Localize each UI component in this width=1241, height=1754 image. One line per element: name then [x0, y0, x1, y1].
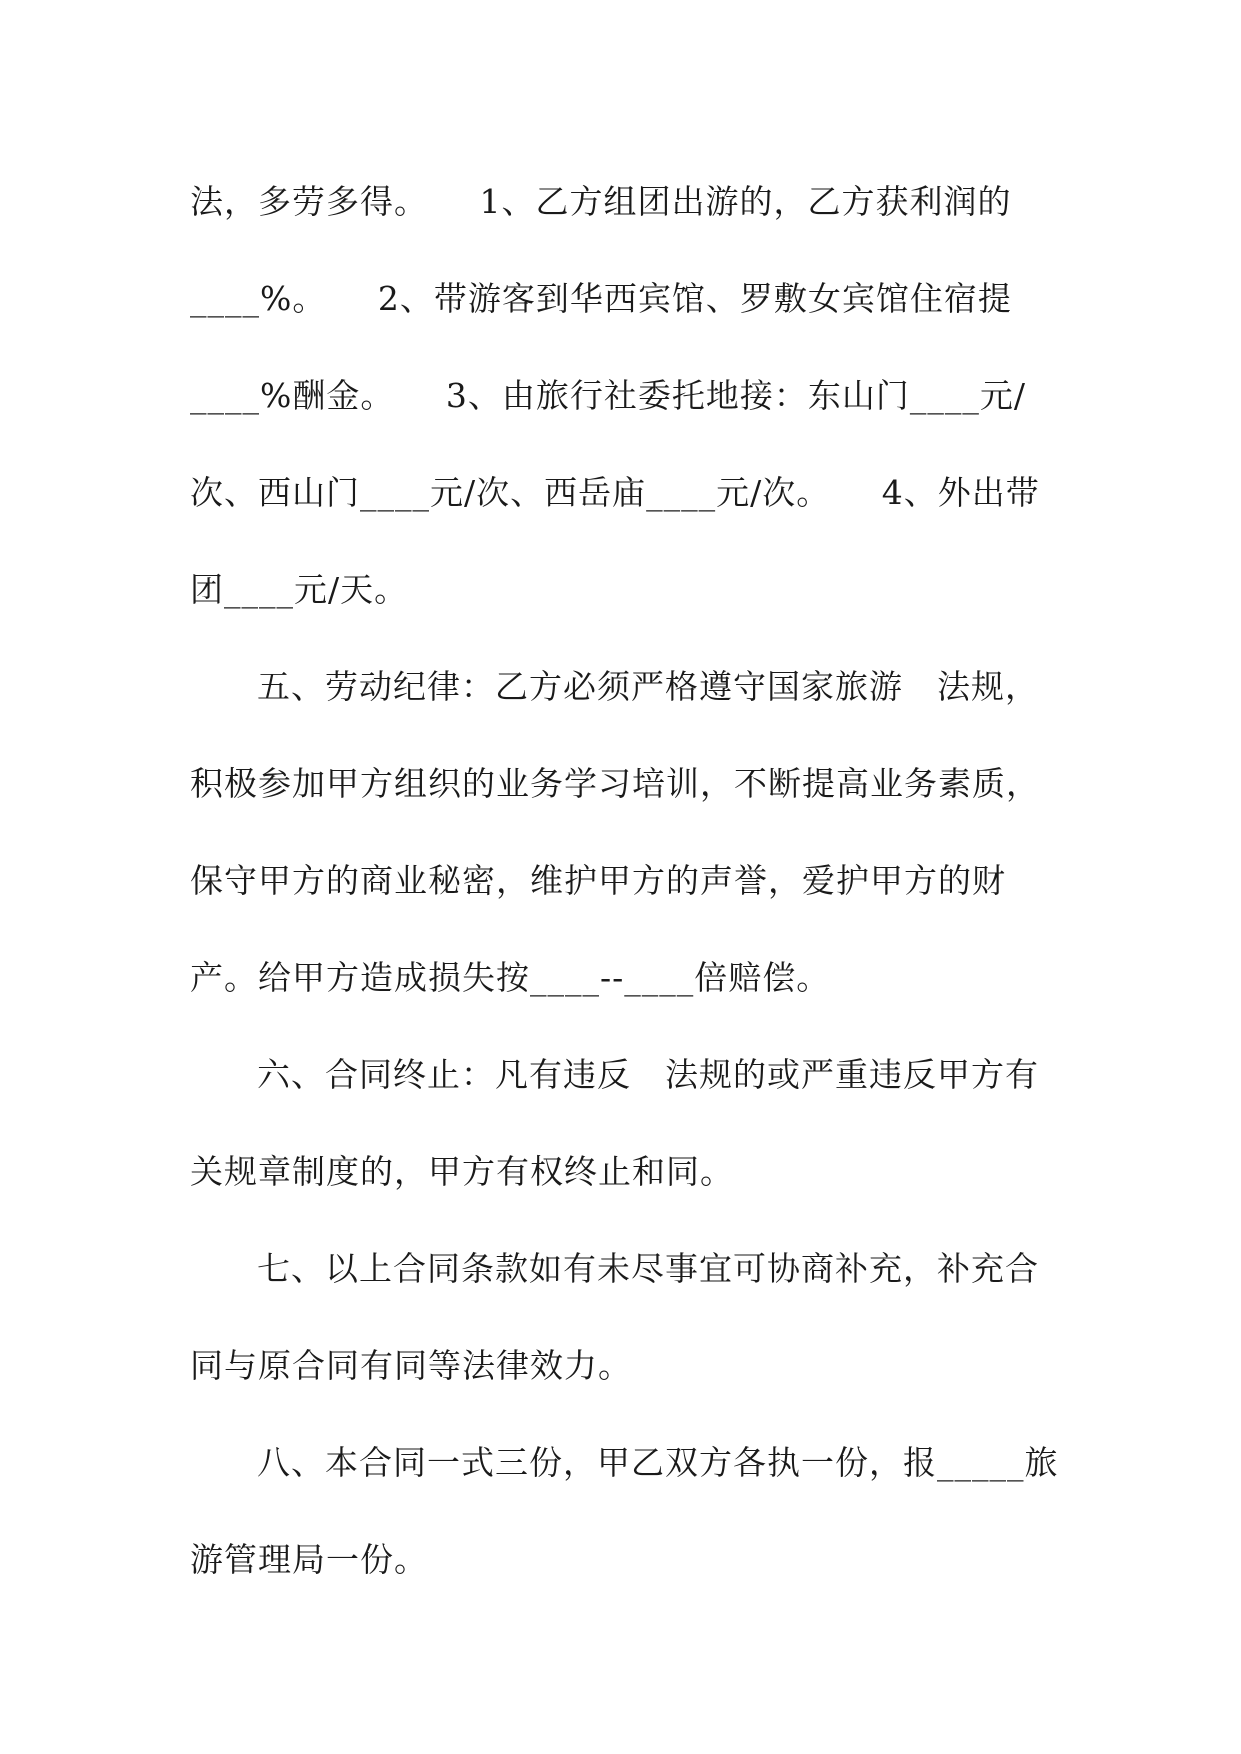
text-line-11: 关规章制度的，甲方有权终止和同。 [190, 1152, 734, 1191]
text-line-9: 产。给甲方造成损失按____--____倍赔偿。 [190, 958, 831, 997]
section-7-heading-line: 七、以上合同条款如有未尽事宜可协商补充，补充合 [257, 1249, 1039, 1288]
text-line-2: ____%。 2、带游客到华西宾馆、罗敷女宾馆住宿提 [190, 279, 1012, 318]
text-line-1: 法，多劳多得。 1、乙方组团出游的，乙方获利润的 [190, 182, 1012, 221]
section-6-heading-line: 六、合同终止：凡有违反 法规的或严重违反甲方有 [257, 1055, 1039, 1094]
section-8-heading-line: 八、本合同一式三份，甲乙双方各执一份，报_____旅 [257, 1443, 1059, 1482]
text-line-4: 次、西山门____元/次、西岳庙____元/次。 4、外出带 [190, 473, 1040, 512]
section-5-heading-line: 五、劳动纪律：乙方必须严格遵守国家旅游 法规， [257, 667, 1039, 706]
text-line-13: 同与原合同有同等法律效力。 [190, 1346, 632, 1385]
text-line-3: ____%酬金。 3、由旅行社委托地接：东山门____元/ [190, 376, 1026, 415]
text-line-15: 游管理局一份。 [190, 1540, 428, 1579]
text-line-7: 积极参加甲方组织的业务学习培训，不断提高业务素质， [190, 764, 1040, 803]
text-line-5: 团____元/天。 [190, 570, 409, 609]
text-line-8: 保守甲方的商业秘密，维护甲方的声誉，爱护甲方的财 [190, 861, 1006, 900]
